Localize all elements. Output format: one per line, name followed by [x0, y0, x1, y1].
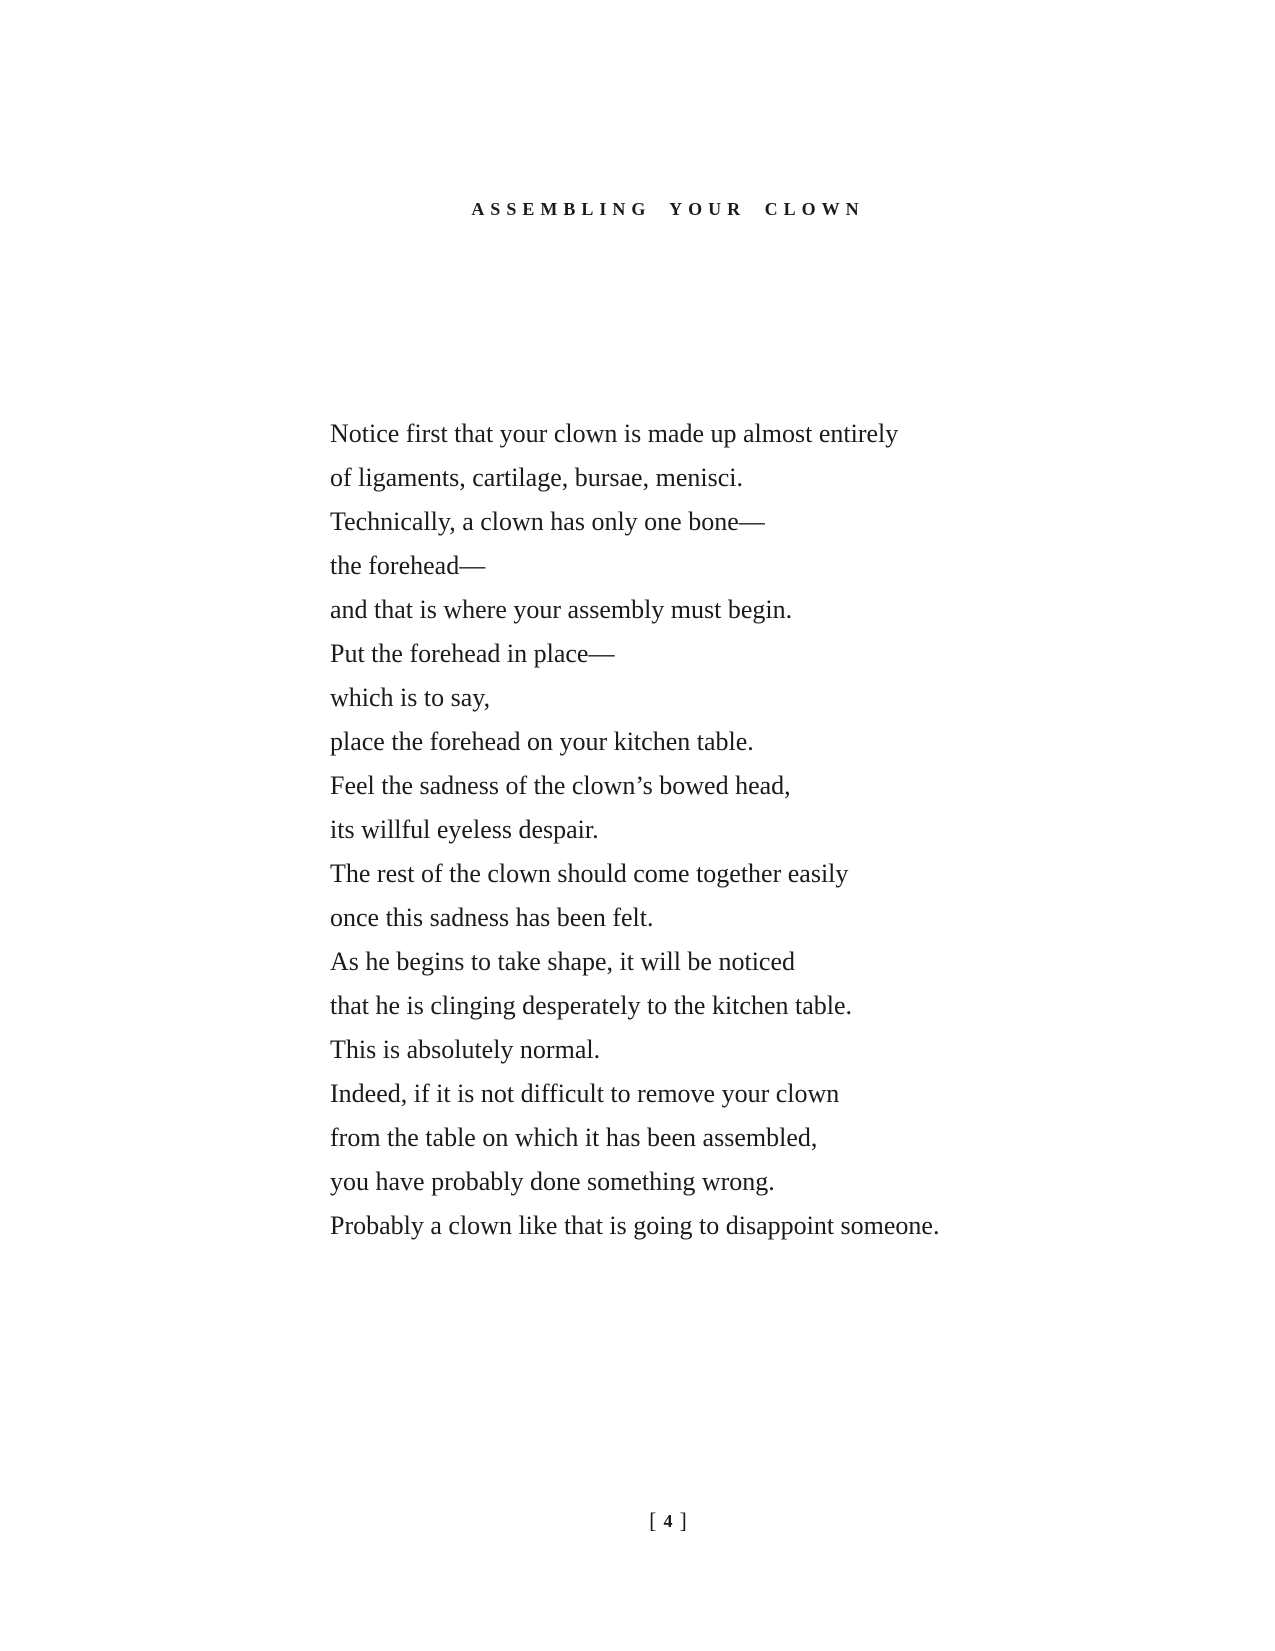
poem-line: Indeed, if it is not difficult to remove your clown — [330, 1079, 840, 1108]
poem-line: the forehead— — [330, 551, 486, 580]
poem-line: Probably a clown like that is going to disappoint someone. — [330, 1211, 940, 1240]
page-number-right-bracket: ] — [679, 1508, 687, 1533]
poem-line: Put the forehead in place— — [330, 639, 615, 668]
poem-line: This is absolutely normal. — [330, 1035, 601, 1064]
poem-line: Technically, a clown has only one bone— — [330, 507, 765, 536]
page-number-left-bracket: [ — [649, 1508, 657, 1533]
poem-line: of ligaments, cartilage, bursae, menisci. — [330, 463, 743, 492]
poem-line: you have probably done something wrong. — [330, 1167, 775, 1196]
page-number-value: 4 — [663, 1511, 673, 1531]
poem-line: place the forehead on your kitchen table. — [330, 727, 754, 756]
poem-line: from the table on which it has been assembled, — [330, 1123, 818, 1152]
page-number — [330, 1508, 1006, 1534]
poem-line: Feel the sadness of the clown’s bowed head, — [330, 771, 791, 800]
poem-line: that he is clinging desperately to the kitchen table. — [330, 991, 853, 1020]
poem-line: and that is where your assembly must begin. — [330, 595, 793, 624]
poem-line: Notice first that your clown is made up almost entirely — [330, 419, 899, 448]
poem-body — [330, 412, 939, 1248]
poem-line: which is to say, — [330, 683, 491, 712]
poem-line: The rest of the clown should come together easily — [330, 859, 849, 888]
poem-line: once this sadness has been felt. — [330, 903, 654, 932]
poem-title: ASSEMBLING YOUR CLOWN — [471, 199, 865, 219]
poem-line: its willful eyeless despair. — [330, 815, 599, 844]
poem-line: As he begins to take shape, it will be noticed — [330, 947, 796, 976]
